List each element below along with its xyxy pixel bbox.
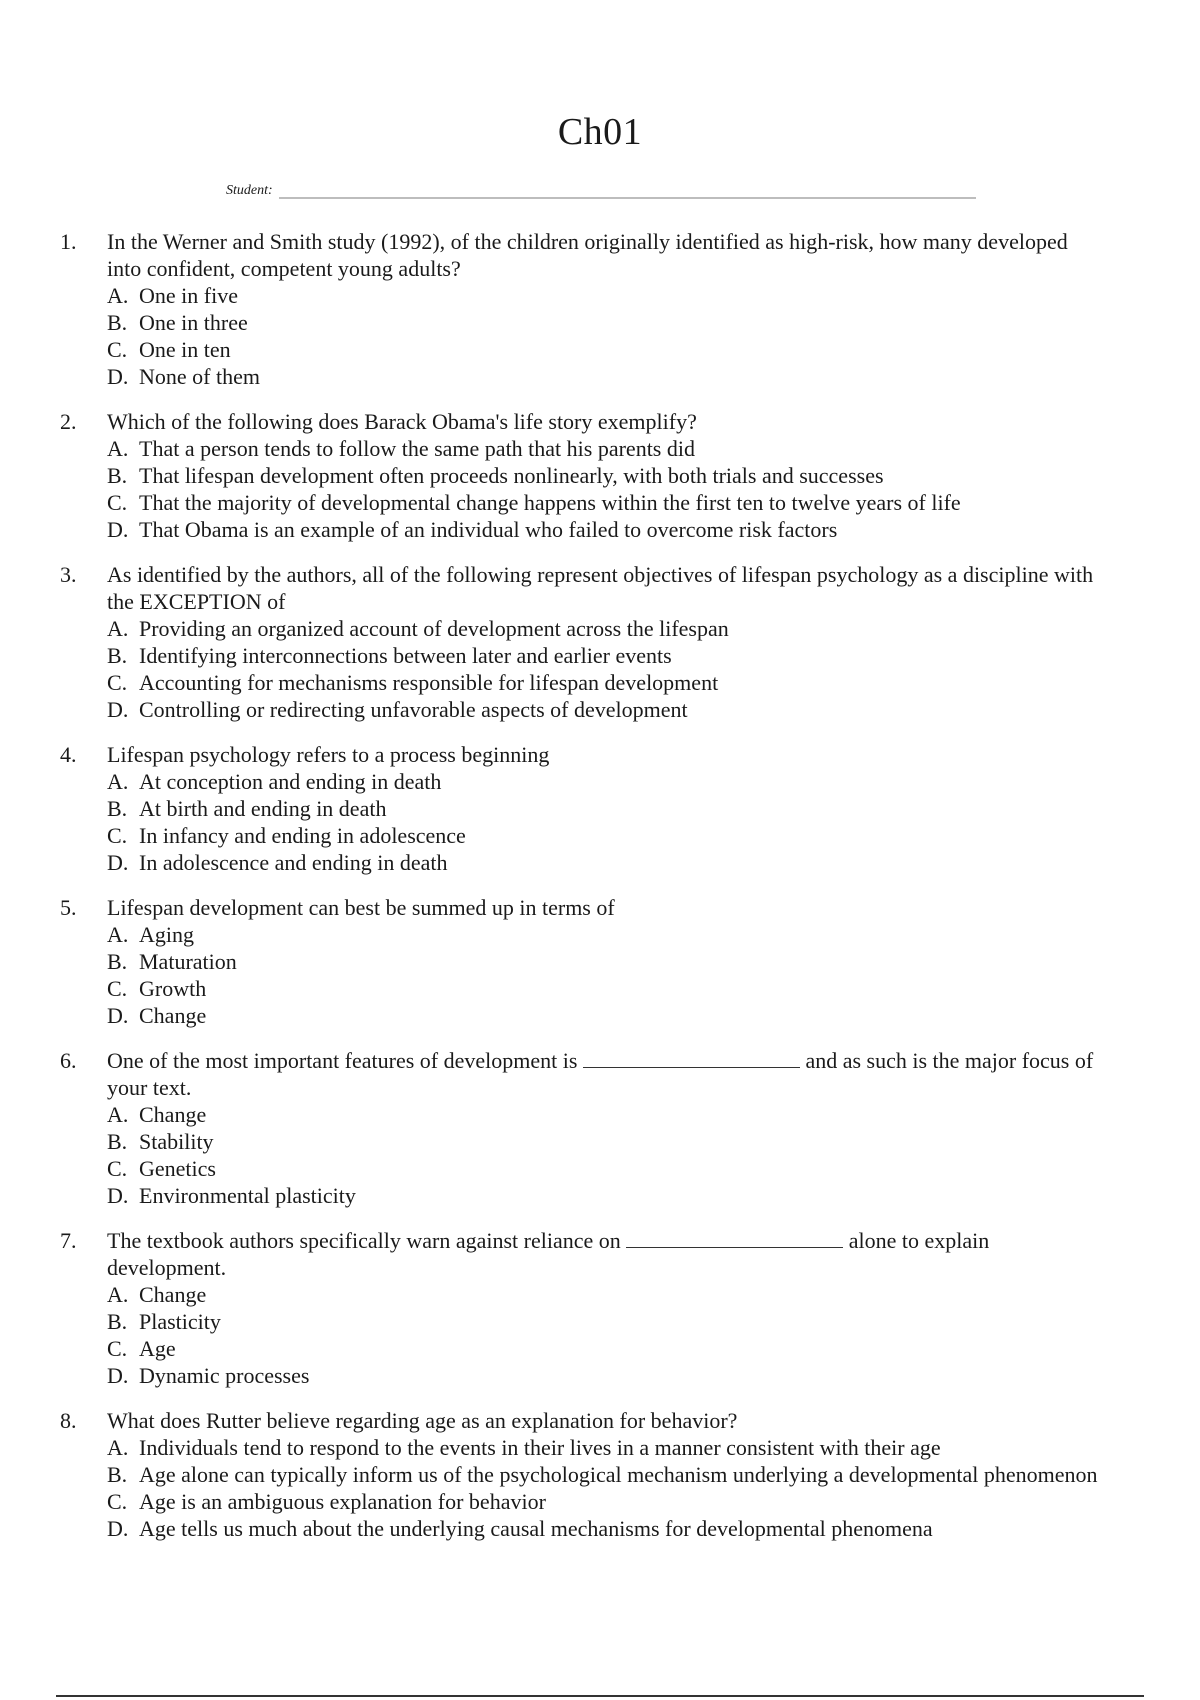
option-letter: A. bbox=[107, 436, 129, 461]
option-text: Maturation bbox=[139, 949, 237, 974]
answer-option[interactable] bbox=[107, 1182, 1100, 1209]
answer-option[interactable] bbox=[107, 696, 1100, 723]
option-text: Stability bbox=[139, 1129, 214, 1154]
answer-option[interactable] bbox=[107, 1002, 1100, 1029]
answer-options bbox=[107, 1434, 1100, 1542]
option-text: None of them bbox=[139, 364, 260, 389]
answer-option[interactable] bbox=[107, 921, 1100, 948]
answer-option[interactable] bbox=[107, 516, 1100, 543]
option-text: Providing an organized account of development across the lifespan bbox=[139, 616, 729, 641]
answer-option[interactable] bbox=[107, 1155, 1100, 1182]
option-text: Age bbox=[139, 1336, 176, 1361]
answer-options bbox=[107, 1101, 1100, 1209]
option-letter: B. bbox=[107, 643, 128, 668]
answer-option[interactable] bbox=[107, 1101, 1100, 1128]
option-letter: C. bbox=[107, 490, 128, 515]
answer-option[interactable] bbox=[107, 435, 1100, 462]
question-stem: Which of the following does Barack Obama's life story exemplify? bbox=[107, 409, 697, 434]
option-text: One in three bbox=[139, 310, 248, 335]
option-text: Growth bbox=[139, 976, 207, 1001]
page-bottom-divider bbox=[56, 1695, 1144, 1697]
answer-option[interactable] bbox=[107, 1128, 1100, 1155]
option-letter: A. bbox=[107, 616, 129, 641]
question-stem: What does Rutter believe regarding age as an explanation for behavior? bbox=[107, 1408, 738, 1433]
answer-options bbox=[107, 921, 1100, 1029]
option-letter: C. bbox=[107, 1489, 128, 1514]
answer-option[interactable] bbox=[107, 822, 1100, 849]
question-stem: In the Werner and Smith study (1992), of the children originally identified as high-risk, how many developed into confident, competent young adults? bbox=[107, 229, 1068, 281]
option-letter: A. bbox=[107, 1102, 129, 1127]
question-number: 1. bbox=[60, 229, 77, 254]
student-name-row bbox=[226, 182, 976, 200]
answer-option[interactable] bbox=[107, 642, 1100, 669]
option-letter: D. bbox=[107, 364, 129, 389]
answer-options bbox=[107, 282, 1100, 390]
option-text: That lifespan development often proceeds nonlinearly, with both trials and successes bbox=[139, 463, 884, 488]
option-text: In adolescence and ending in death bbox=[139, 850, 448, 875]
option-letter: D. bbox=[107, 1516, 129, 1541]
question-number: 4. bbox=[60, 742, 77, 767]
option-letter: D. bbox=[107, 1183, 129, 1208]
question-item bbox=[60, 894, 1100, 1029]
option-letter: A. bbox=[107, 1282, 129, 1307]
option-text: That the majority of developmental change happens within the first ten to twelve years of life bbox=[139, 490, 961, 515]
option-text: Genetics bbox=[139, 1156, 216, 1181]
question-number: 5. bbox=[60, 895, 77, 920]
option-letter: D. bbox=[107, 517, 129, 542]
option-text: Change bbox=[139, 1282, 207, 1307]
option-letter: B. bbox=[107, 1309, 128, 1334]
option-text: Age is an ambiguous explanation for behavior bbox=[139, 1489, 546, 1514]
option-text: That Obama is an example of an individual who failed to overcome risk factors bbox=[139, 517, 838, 542]
option-letter: C. bbox=[107, 976, 128, 1001]
question-number: 3. bbox=[60, 562, 77, 587]
question-item bbox=[60, 1047, 1100, 1209]
option-text: In infancy and ending in adolescence bbox=[139, 823, 466, 848]
answer-option[interactable] bbox=[107, 1488, 1100, 1515]
option-text: Change bbox=[139, 1003, 207, 1028]
answer-option[interactable] bbox=[107, 1335, 1100, 1362]
answer-options bbox=[107, 435, 1100, 543]
option-letter: D. bbox=[107, 1003, 129, 1028]
option-letter: C. bbox=[107, 337, 128, 362]
answer-option[interactable] bbox=[107, 1461, 1100, 1488]
question-stem: As identified by the authors, all of the following represent objectives of lifespan psychology as a discipline with the EXCEPTION of bbox=[107, 562, 1094, 614]
question-stem: Lifespan psychology refers to a process beginning bbox=[107, 742, 550, 767]
question-item bbox=[60, 741, 1100, 876]
option-letter: D. bbox=[107, 850, 129, 875]
answer-option[interactable] bbox=[107, 336, 1100, 363]
option-text: Controlling or redirecting unfavorable aspects of development bbox=[139, 697, 688, 722]
answer-option[interactable] bbox=[107, 615, 1100, 642]
option-text: Age alone can typically inform us of the psychological mechanism underlying a developmental phenomenon bbox=[139, 1462, 1098, 1487]
question-number: 2. bbox=[60, 409, 77, 434]
option-text: Dynamic processes bbox=[139, 1363, 310, 1388]
option-letter: C. bbox=[107, 1156, 128, 1181]
page-title: Ch01 bbox=[557, 111, 643, 153]
option-letter: B. bbox=[107, 310, 128, 335]
stem-text-after-blank: alone to explain development. bbox=[107, 1228, 990, 1280]
answer-option[interactable] bbox=[107, 768, 1100, 795]
fill-in-blank[interactable] bbox=[626, 1227, 843, 1248]
answer-option[interactable] bbox=[107, 1281, 1100, 1308]
question-number: 8. bbox=[60, 1408, 77, 1433]
answer-option[interactable] bbox=[107, 1308, 1100, 1335]
option-text: Identifying interconnections between later and earlier events bbox=[139, 643, 672, 668]
question-item bbox=[60, 1407, 1100, 1542]
option-text: Accounting for mechanisms responsible for lifespan development bbox=[139, 670, 719, 695]
option-letter: B. bbox=[107, 463, 128, 488]
fill-in-blank[interactable] bbox=[583, 1047, 800, 1068]
option-letter: A. bbox=[107, 769, 129, 794]
stem-text-after-blank: and as such is the major focus of your text. bbox=[107, 1048, 1094, 1100]
option-text: At conception and ending in death bbox=[139, 769, 442, 794]
option-text: Change bbox=[139, 1102, 207, 1127]
answer-option[interactable] bbox=[107, 948, 1100, 975]
question-stem bbox=[107, 1227, 1100, 1281]
option-letter: B. bbox=[107, 1129, 128, 1154]
answer-options bbox=[107, 1281, 1100, 1389]
option-letter: B. bbox=[107, 1462, 128, 1487]
question-number: 7. bbox=[60, 1228, 77, 1253]
option-text: Aging bbox=[139, 922, 194, 947]
answer-option[interactable] bbox=[107, 309, 1100, 336]
answer-option[interactable] bbox=[107, 849, 1100, 876]
question-stem bbox=[107, 1047, 1100, 1101]
answer-option[interactable] bbox=[107, 282, 1100, 309]
question-item bbox=[60, 228, 1100, 390]
option-letter: D. bbox=[107, 1363, 129, 1388]
student-name-field[interactable] bbox=[279, 197, 976, 199]
question-list bbox=[60, 228, 1100, 1560]
option-letter: C. bbox=[107, 1336, 128, 1361]
option-letter: B. bbox=[107, 949, 128, 974]
option-text: Plasticity bbox=[139, 1309, 221, 1334]
option-text: Age tells us much about the underlying causal mechanisms for developmental phenomena bbox=[139, 1516, 933, 1541]
option-letter: D. bbox=[107, 697, 129, 722]
option-text: One in five bbox=[139, 283, 238, 308]
question-item bbox=[60, 408, 1100, 543]
answer-option[interactable] bbox=[107, 363, 1100, 390]
option-text: Individuals tend to respond to the events in their lives in a manner consistent with their age bbox=[139, 1435, 941, 1460]
stem-text-before-blank: The textbook authors specifically warn against reliance on bbox=[107, 1228, 621, 1253]
answer-option[interactable] bbox=[107, 462, 1100, 489]
option-letter: C. bbox=[107, 823, 128, 848]
option-letter: B. bbox=[107, 796, 128, 821]
option-letter: A. bbox=[107, 283, 129, 308]
option-text: At birth and ending in death bbox=[139, 796, 387, 821]
option-letter: A. bbox=[107, 922, 129, 947]
option-letter: A. bbox=[107, 1435, 129, 1460]
option-text: Environmental plasticity bbox=[139, 1183, 356, 1208]
answer-option[interactable] bbox=[107, 1362, 1100, 1389]
answer-option[interactable] bbox=[107, 795, 1100, 822]
answer-option[interactable] bbox=[107, 1434, 1100, 1461]
answer-options bbox=[107, 768, 1100, 876]
option-text: That a person tends to follow the same path that his parents did bbox=[139, 436, 695, 461]
question-stem: Lifespan development can best be summed up in terms of bbox=[107, 895, 615, 920]
question-item bbox=[60, 561, 1100, 723]
answer-option[interactable] bbox=[107, 669, 1100, 696]
answer-option[interactable] bbox=[107, 975, 1100, 1002]
option-text: One in ten bbox=[139, 337, 231, 362]
answer-option[interactable] bbox=[107, 1515, 1100, 1542]
option-letter: C. bbox=[107, 670, 128, 695]
question-item bbox=[60, 1227, 1100, 1389]
student-label: Student: bbox=[226, 183, 273, 198]
answer-option[interactable] bbox=[107, 489, 1100, 516]
stem-text-before-blank: One of the most important features of development is bbox=[107, 1048, 578, 1073]
question-number: 6. bbox=[60, 1048, 77, 1073]
answer-options bbox=[107, 615, 1100, 723]
